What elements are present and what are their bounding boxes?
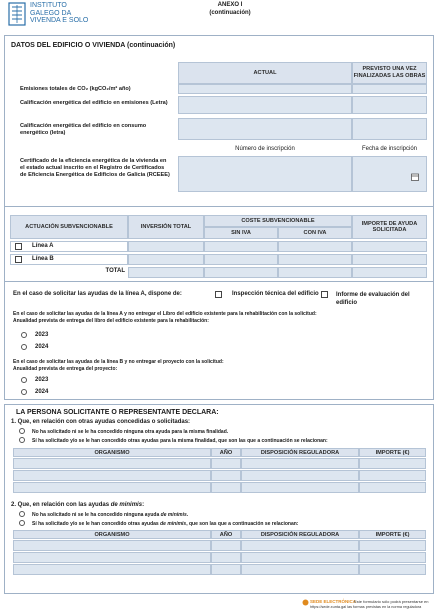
q2-importe-input-2[interactable] [359, 552, 426, 563]
linea-b-checkbox[interactable] [15, 256, 22, 263]
total-importe-input[interactable] [352, 267, 427, 278]
col-header-sin-iva: SIN IVA [204, 227, 278, 239]
q2-si-label [32, 521, 298, 527]
q2-organismo-input-3[interactable] [13, 564, 211, 575]
linea-a-con-iva-input[interactable] [278, 241, 352, 252]
col-header-actuacion: ACTUACIÓN SUBVENCIONABLE [10, 215, 128, 239]
emisiones-actual-input[interactable] [178, 84, 352, 94]
col-header-fecha: Fecha de inscripción [361, 146, 418, 152]
q2-col-ano: AÑO [211, 530, 241, 539]
linea-a-label: Línea A [32, 243, 54, 249]
q2-col-organismo: ORGANISMO [13, 530, 211, 539]
row-calif-emisiones-label: Calificación energética del edificio en emisiones (Letra) [20, 100, 168, 106]
q2-si-em: de minimis [160, 521, 187, 527]
calif-consumo-actual-input[interactable] [178, 118, 352, 140]
col-header-actual: ACTUAL [178, 62, 352, 84]
linea-a-checkbox[interactable] [15, 243, 22, 250]
col-header-con-iva: CON IVA [278, 227, 352, 239]
row-emisiones-label: Emisiones totales de CO₂ (kgCO₂/m² año) [20, 86, 131, 92]
linea-a-importe-input[interactable] [352, 241, 427, 252]
q1-col-importe: IMPORTE (€) [359, 448, 426, 457]
linea-b-importe-input[interactable] [352, 254, 427, 265]
q1-importe-input-3[interactable] [359, 482, 426, 493]
q2-no-label [32, 512, 188, 518]
linea-a-sin-iva-input[interactable] [204, 241, 278, 252]
linea-b-inversion-input[interactable] [128, 254, 204, 265]
q1-text: 1. Que, en relación con otras ayudas concedidas o solicitadas: [11, 419, 191, 425]
linea-b-2024-radio[interactable] [21, 389, 27, 395]
q1-disposicion-input-1[interactable] [241, 458, 359, 469]
q2-em: de minimis [110, 502, 143, 508]
q2-importe-input-1[interactable] [359, 540, 426, 551]
logo-text-line2: GALEGO DA [30, 9, 72, 17]
q2-ano-input-2[interactable] [211, 552, 241, 563]
q1-no-radio[interactable] [19, 428, 25, 434]
calendar-icon[interactable] [411, 173, 419, 181]
declaration-title: LA PERSONA SOLICITANTE O REPRESENTANTE DECLARA: [16, 409, 219, 416]
q1-ano-input-2[interactable] [211, 470, 241, 481]
linea-b-2023-radio[interactable] [21, 377, 27, 383]
annex-title: ANEXO I [217, 2, 243, 8]
linea-a-inversion-input[interactable] [128, 241, 204, 252]
q1-ano-input-1[interactable] [211, 458, 241, 469]
total-label: TOTAL [105, 268, 125, 274]
q1-ano-input-3[interactable] [211, 482, 241, 493]
linea-a-note: En el caso de solicitar las ayudas de la línea A y no entregar el Libro del edificio existente para la rehabilitación con la solicitud: [13, 311, 317, 317]
q1-col-organismo: ORGANISMO [13, 448, 211, 457]
q1-organismo-input-1[interactable] [13, 458, 211, 469]
informe-label: Informe de evaluación del edificio [336, 292, 410, 306]
q2-importe-input-3[interactable] [359, 564, 426, 575]
calif-consumo-previsto-input[interactable] [352, 118, 427, 140]
q2-disposicion-input-1[interactable] [241, 540, 359, 551]
total-inversion-input[interactable] [128, 267, 204, 278]
table-row [10, 254, 128, 265]
q1-disposicion-input-3[interactable] [241, 482, 359, 493]
linea-a-question: En el caso de solicitar las ayudas de la línea A, dispone de: [13, 291, 182, 297]
total-con-iva-input[interactable] [278, 267, 352, 278]
q2-si-post: , que son las que a continuación se relacionan: [186, 521, 299, 527]
q1-col-disposicion: DISPOSICIÓN REGULADORA [241, 448, 359, 457]
q1-importe-input-2[interactable] [359, 470, 426, 481]
linea-b-sin-iva-input[interactable] [204, 254, 278, 265]
q1-si-label: Sí ha solicitado y/o se le han concedido otras ayudas para la misma finalidad, que son las que a continuación se relacionan: [32, 438, 328, 444]
col-header-coste: COSTE SUBVENCIONABLE [204, 215, 352, 227]
calif-emisiones-previsto-input[interactable] [352, 96, 427, 114]
q2-col-importe: IMPORTE (€) [359, 530, 426, 539]
logo-text-line3: VIVENDA E SOLO [30, 17, 89, 24]
section-building-title: DATOS DEL EDIFICIO O VIVIENDA (continuación) [11, 42, 176, 49]
row-calif-consumo-label: Calificación energética del edificio en consumo energético (letra) [20, 123, 147, 136]
linea-b-note2: Anualidad prevista de entrega del proyecto: [13, 366, 118, 372]
linea-a-2023-label: 2023 [35, 332, 49, 338]
q2-no-post: . [186, 512, 189, 518]
linea-b-2023-label: 2023 [35, 377, 49, 383]
row-certificado-label: Certificado de la eficiencia energética de la vivienda en el estado actual inscrito en el Registro de Certificados de Eficiencia Energética de Edificios de Galicia (RCEEE) [20, 158, 170, 178]
q2-prefix: 2. Que, en relación con las ayudas [11, 502, 111, 508]
q1-si-radio[interactable] [19, 437, 25, 443]
table-row [10, 241, 128, 252]
q2-ano-input-3[interactable] [211, 564, 241, 575]
footer-line2: https://sede.xunta.gal las formas previstas en la norma reguladora [310, 605, 422, 609]
annex-continuation: (continuación) [209, 10, 251, 16]
inspeccion-label: Inspección técnica del edificio [232, 291, 319, 297]
xunta-shield-icon [8, 2, 26, 28]
col-header-previsto: PREVISTO UNA VEZ FINALIZADAS LAS OBRAS [352, 62, 427, 84]
logo-text-line1: INSTITUTO [30, 2, 67, 9]
linea-a-2024-radio[interactable] [21, 344, 27, 350]
q1-disposicion-input-2[interactable] [241, 470, 359, 481]
footer-line1: Este formulario sólo podrá presentarse en [354, 599, 429, 604]
linea-b-label: Línea B [32, 256, 54, 262]
linea-a-note2: Anualidad prevista de entrega del libro del edificio existente para la rehabilitación: [13, 318, 209, 324]
q2-col-disposicion: DISPOSICIÓN REGULADORA [241, 530, 359, 539]
footer-sede: SEDE ELECTRÓNICA [310, 599, 357, 604]
q1-col-ano: AÑO [211, 448, 241, 457]
informe-checkbox[interactable] [321, 291, 328, 298]
total-sin-iva-input[interactable] [204, 267, 278, 278]
q2-disposicion-input-2[interactable] [241, 552, 359, 563]
calif-emisiones-actual-input[interactable] [178, 96, 352, 114]
q2-organismo-input-2[interactable] [13, 552, 211, 563]
linea-b-note: En el caso de solicitar las ayudas de la línea B y no entregar el proyecto con la solicitud: [13, 359, 224, 365]
logo [8, 2, 118, 28]
linea-b-con-iva-input[interactable] [278, 254, 352, 265]
numero-inscripcion-input[interactable] [178, 156, 352, 192]
q2-text [11, 502, 144, 508]
q2-suffix: : [142, 502, 145, 508]
q2-si-radio[interactable] [19, 520, 25, 526]
q1-organismo-input-2[interactable] [13, 470, 211, 481]
sede-logo-icon [302, 599, 309, 606]
q2-no-radio[interactable] [19, 511, 25, 517]
q1-importe-input-1[interactable] [359, 458, 426, 469]
inspeccion-checkbox[interactable] [215, 291, 222, 298]
q1-organismo-input-3[interactable] [13, 482, 211, 493]
q2-ano-input-1[interactable] [211, 540, 241, 551]
emisiones-previsto-input[interactable] [352, 84, 427, 94]
q2-disposicion-input-3[interactable] [241, 564, 359, 575]
q2-organismo-input-1[interactable] [13, 540, 211, 551]
col-header-importe-ayuda: IMPORTE DE AYUDA SOLICITADA [352, 215, 427, 239]
col-header-numero: Número de inscripción [235, 146, 295, 152]
linea-a-2024-label: 2024 [35, 344, 49, 350]
q2-si-pre: Sí ha solicitado y/o se le han concedido otras ayudas [32, 521, 161, 527]
q2-no-pre: No ha solicitado ni se le ha concedido ninguna ayuda [32, 512, 161, 518]
linea-a-2023-radio[interactable] [21, 332, 27, 338]
linea-b-2024-label: 2024 [35, 389, 49, 395]
q1-no-label: No ha solicitado ni se le ha concedido ninguna otra ayuda para la misma finalidad. [32, 429, 229, 435]
q2-no-em: de minimis [160, 512, 187, 518]
col-header-inversion: INVERSIÓN TOTAL [128, 215, 204, 239]
